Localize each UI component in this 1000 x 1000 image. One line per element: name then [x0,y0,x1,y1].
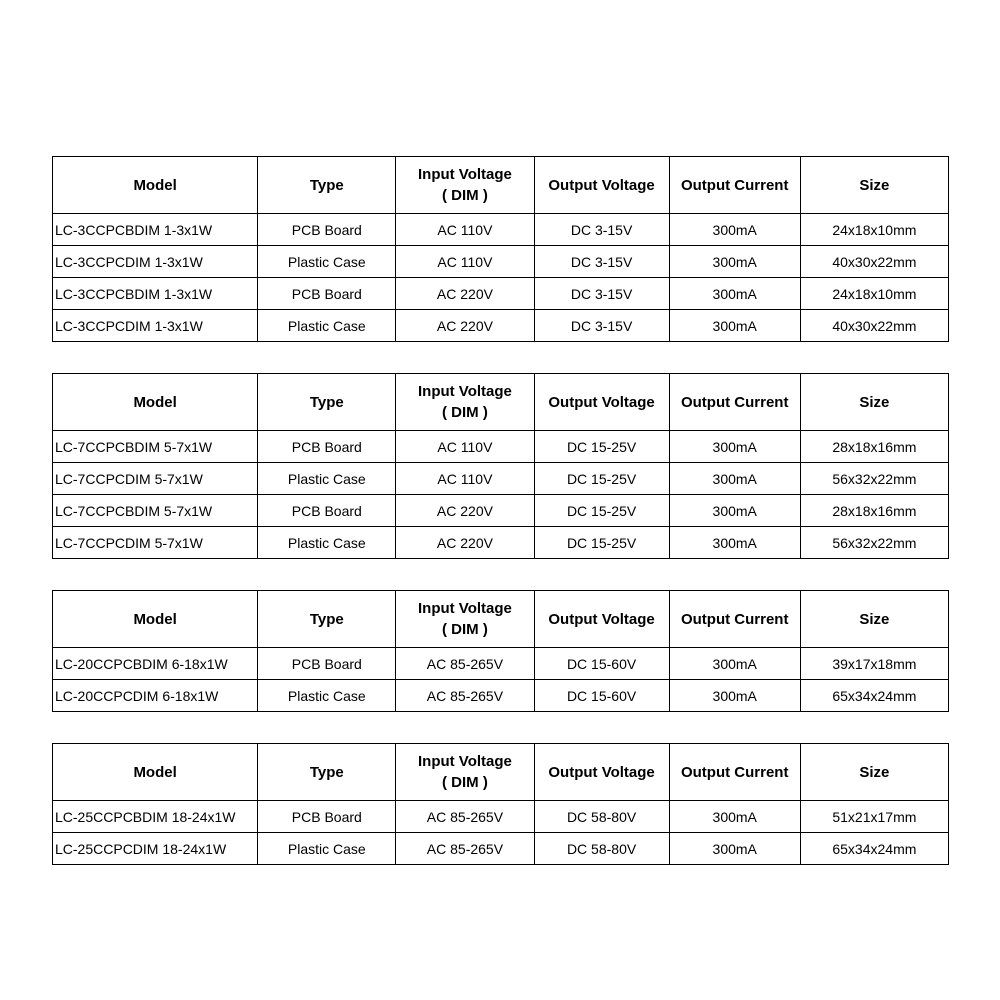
cell-input-voltage: AC 85-265V [396,680,534,712]
header-input-voltage-line1: Input Voltage [417,383,512,400]
header-output-current: Output Current [669,374,800,431]
table-row [53,833,949,865]
cell-output-current: 300mA [669,833,800,865]
cell-size: 65x34x24mm [800,680,948,712]
cell-input-voltage: AC 220V [396,310,534,342]
cell-model: LC-7CCPCDIM 5-7x1W [53,527,258,559]
header-input-voltage-line2: ( DIM ) [442,621,488,638]
cell-output-voltage: DC 3-15V [534,310,669,342]
table-row [53,214,949,246]
cell-model: LC-3CCPCDIM 1-3x1W [53,246,258,278]
table-row [53,680,949,712]
header-input-voltage-line1: Input Voltage [417,600,512,617]
cell-output-voltage: DC 3-15V [534,278,669,310]
header-input-voltage [396,744,534,801]
cell-size: 28x18x16mm [800,495,948,527]
cell-input-voltage: AC 220V [396,278,534,310]
table-row [53,801,949,833]
header-model: Model [53,744,258,801]
cell-size: 39x17x18mm [800,648,948,680]
header-type: Type [258,374,396,431]
cell-type: PCB Board [258,214,396,246]
table-header-row [53,374,949,431]
cell-output-voltage: DC 3-15V [534,214,669,246]
cell-input-voltage: AC 110V [396,214,534,246]
cell-model: LC-25CCPCBDIM 18-24x1W [53,801,258,833]
table-row [53,278,949,310]
cell-type: Plastic Case [258,310,396,342]
cell-output-current: 300mA [669,527,800,559]
cell-model: LC-3CCPCDIM 1-3x1W [53,310,258,342]
table-header-row [53,744,949,801]
header-model: Model [53,374,258,431]
header-output-current: Output Current [669,591,800,648]
cell-size: 51x21x17mm [800,801,948,833]
spec-table-3w [52,156,949,342]
table-header-row [53,591,949,648]
cell-model: LC-3CCPCBDIM 1-3x1W [53,278,258,310]
header-input-voltage [396,374,534,431]
cell-model: LC-7CCPCBDIM 5-7x1W [53,495,258,527]
header-input-voltage [396,591,534,648]
spec-table-7w [52,373,949,559]
cell-output-voltage: DC 15-25V [534,527,669,559]
cell-output-voltage: DC 15-25V [534,495,669,527]
cell-type: PCB Board [258,431,396,463]
cell-model: LC-7CCPCDIM 5-7x1W [53,463,258,495]
spec-table-20w [52,590,949,712]
cell-output-voltage: DC 15-60V [534,680,669,712]
cell-input-voltage: AC 220V [396,527,534,559]
table-header-row [53,157,949,214]
cell-size: 40x30x22mm [800,310,948,342]
table-row [53,527,949,559]
header-input-voltage-line1: Input Voltage [417,753,512,770]
cell-size: 56x32x22mm [800,463,948,495]
header-type: Type [258,157,396,214]
table-row [53,310,949,342]
header-output-voltage: Output Voltage [534,157,669,214]
cell-input-voltage: AC 110V [396,431,534,463]
cell-model: LC-3CCPCBDIM 1-3x1W [53,214,258,246]
header-output-current: Output Current [669,157,800,214]
cell-output-voltage: DC 58-80V [534,833,669,865]
header-input-voltage-line1: Input Voltage [417,166,512,183]
header-type: Type [258,744,396,801]
cell-size: 24x18x10mm [800,278,948,310]
header-input-voltage [396,157,534,214]
cell-output-voltage: DC 58-80V [534,801,669,833]
table-row [53,431,949,463]
cell-input-voltage: AC 220V [396,495,534,527]
cell-output-current: 300mA [669,278,800,310]
cell-output-voltage: DC 3-15V [534,246,669,278]
table-row [53,463,949,495]
cell-size: 24x18x10mm [800,214,948,246]
cell-output-current: 300mA [669,648,800,680]
cell-size: 40x30x22mm [800,246,948,278]
header-model: Model [53,591,258,648]
cell-model: LC-20CCPCBDIM 6-18x1W [53,648,258,680]
cell-output-voltage: DC 15-25V [534,431,669,463]
cell-model: LC-7CCPCBDIM 5-7x1W [53,431,258,463]
table-row [53,648,949,680]
header-input-voltage-line2: ( DIM ) [442,774,488,791]
header-size: Size [800,744,948,801]
cell-output-current: 300mA [669,214,800,246]
header-size: Size [800,591,948,648]
header-type: Type [258,591,396,648]
cell-output-current: 300mA [669,463,800,495]
cell-model: LC-25CCPCDIM 18-24x1W [53,833,258,865]
cell-type: Plastic Case [258,246,396,278]
cell-output-current: 300mA [669,431,800,463]
cell-type: PCB Board [258,495,396,527]
cell-output-voltage: DC 15-25V [534,463,669,495]
cell-type: Plastic Case [258,680,396,712]
cell-output-current: 300mA [669,310,800,342]
table-row [53,246,949,278]
cell-size: 56x32x22mm [800,527,948,559]
cell-type: Plastic Case [258,463,396,495]
cell-output-current: 300mA [669,495,800,527]
cell-input-voltage: AC 85-265V [396,801,534,833]
header-input-voltage-line2: ( DIM ) [442,404,488,421]
cell-input-voltage: AC 110V [396,246,534,278]
header-output-current: Output Current [669,744,800,801]
spec-table-25w [52,743,949,865]
cell-model: LC-20CCPCDIM 6-18x1W [53,680,258,712]
cell-type: PCB Board [258,801,396,833]
cell-output-current: 300mA [669,680,800,712]
cell-output-current: 300mA [669,246,800,278]
header-input-voltage-line2: ( DIM ) [442,187,488,204]
table-row [53,495,949,527]
cell-type: Plastic Case [258,833,396,865]
cell-type: PCB Board [258,278,396,310]
cell-input-voltage: AC 85-265V [396,648,534,680]
cell-input-voltage: AC 110V [396,463,534,495]
cell-input-voltage: AC 85-265V [396,833,534,865]
cell-output-voltage: DC 15-60V [534,648,669,680]
cell-size: 28x18x16mm [800,431,948,463]
cell-size: 65x34x24mm [800,833,948,865]
header-output-voltage: Output Voltage [534,374,669,431]
cell-output-current: 300mA [669,801,800,833]
header-model: Model [53,157,258,214]
cell-type: PCB Board [258,648,396,680]
cell-type: Plastic Case [258,527,396,559]
header-output-voltage: Output Voltage [534,591,669,648]
header-output-voltage: Output Voltage [534,744,669,801]
header-size: Size [800,374,948,431]
header-size: Size [800,157,948,214]
